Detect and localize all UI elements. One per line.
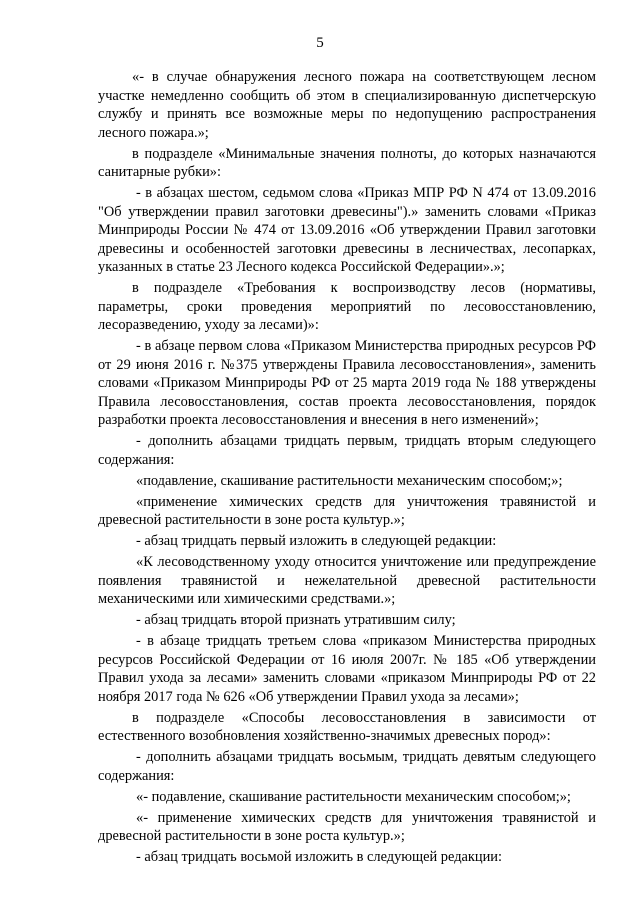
paragraph: «К лесоводственному уходу относится уничтожение или предупреждение появления травянистой и нежелательной древесной растительности механическими или химическими средствами.»; (98, 554, 596, 607)
document-body (98, 68, 596, 869)
paragraph: - в абзаце тридцать третьем слова «приказом Министерства природных ресурсов Российской Федерации от 16 июля 2007г. № 185 «Об утверждении Правил ухода за лесами» заменить словами «приказом Минприроды РФ от 22 ноября 2017 года № 626 «Об утверждении Правил ухода за лесами»; (98, 633, 596, 705)
paragraph: в подразделе «Требования к воспроизводству лесов (нормативы, параметры, сроки проведения мероприятий по лесовосстановлению, лесоразведению, уходу за лесами)»: (98, 280, 596, 333)
paragraph: «подавление, скашивание растительности механическим способом;»; (136, 472, 563, 489)
paragraph: в подразделе «Минимальные значения полноты, до которых назначаются санитарные рубки»: (98, 145, 596, 180)
paragraph: - в абзаце первом слова «Приказом Министерства природных ресурсов РФ от 29 июня 2016 г. №375 утверждены Правила лесовосстановления», заменить словами «Приказом Минприроды РФ от 25 марта 2019 года № 188 утверждены Правила лесовосстановления, состав проекта лесовосстановления, порядок разработки проекта лесовосстановления и внесения в него изменений»; (98, 338, 596, 428)
paragraph: «- в случае обнаружения лесного пожара на соответствующем лесном участке немедленно сообщить об этом в специализированную диспетчерскую службу и принять все возможные меры по недопущению распространения лесного пожара.»; (98, 69, 596, 141)
paragraph: «применение химических средств для уничтожения травянистой и древесной растительности в зоне роста культур.»; (98, 493, 596, 528)
paragraph: - дополнить абзацами тридцать первым, тридцать вторым следующего содержания: (98, 433, 596, 468)
paragraph: - в абзацах шестом, седьмом слова «Приказ МПР РФ N 474 от 13.09.2016 "Об утверждении правил заготовки древесины").» заменить словами «Приказ Минприроды России № 474 от 13.09.2016 «Об утверждении Правил заготовки древесины и особенностей заготовки древесины в лесничествах, лесопарках, указанных в статье 23 Лесного кодекса Российской Федерации».»; (98, 185, 596, 275)
page-number: 5 (316, 35, 324, 51)
paragraph: - абзац тридцать второй признать утратившим силу; (136, 612, 456, 628)
paragraph: в подразделе «Способы лесовосстановления в зависимости от естественного возобновления хозяйственно-значимых древесных пород»: (98, 709, 596, 744)
paragraph: - абзац тридцать первый изложить в следующей редакции: (136, 533, 497, 549)
paragraph: - абзац тридцать восьмой изложить в следующей редакции: (136, 849, 503, 865)
paragraph: «- применение химических средств для уничтожения травянистой и древесной растительности в зоне роста культур.»; (98, 809, 596, 844)
paragraph: «- подавление, скашивание растительности механическим способом;»; (136, 788, 571, 805)
paragraph: - дополнить абзацами тридцать восьмым, тридцать девятым следующего содержания: (98, 749, 596, 784)
